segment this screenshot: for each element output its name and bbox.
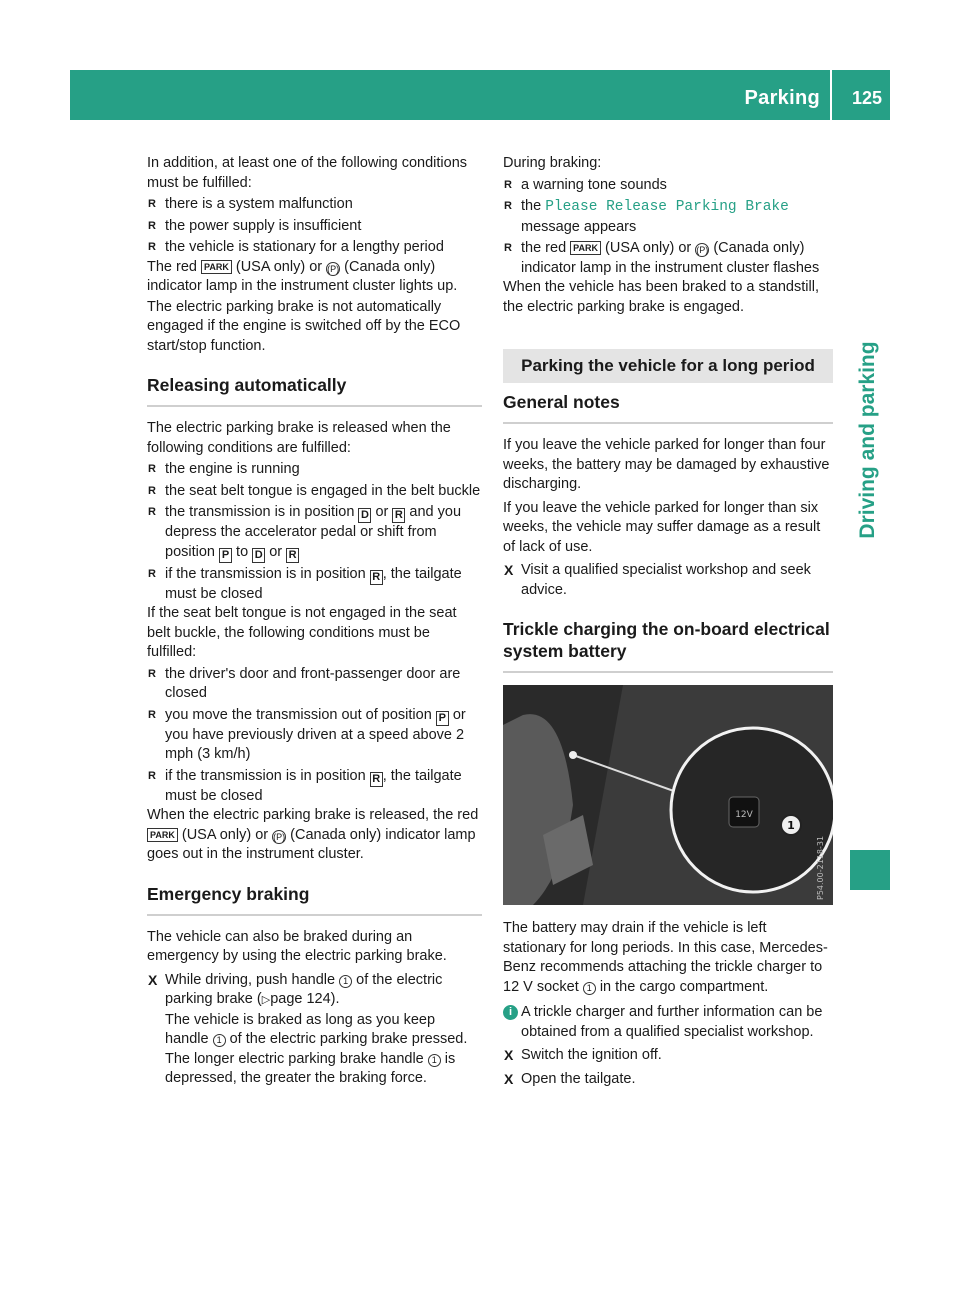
section-band-long-period: Parking the vehicle for a long period — [503, 349, 833, 383]
list-item: R the red PARK (USA only) or (P) (Canada only) indicator lamp in the instrument cluster flashes — [503, 239, 833, 278]
paragraph: If the seat belt tongue is not engaged in the seat belt buckle, the following conditions must be fulfilled: — [147, 605, 457, 660]
paragraph: During braking: — [503, 155, 602, 171]
instruction-step: X Visit a qualified specialist workshop and seek advice. — [503, 561, 833, 600]
gear-r-icon: R — [392, 508, 405, 523]
list-item: R if the transmission is in position R , the tailgate must be closed — [147, 565, 482, 605]
section-title: Parking — [744, 87, 820, 109]
gear-r-icon: R — [370, 772, 383, 787]
page-ref-arrow-icon: ▷ — [261, 994, 271, 1006]
heading-releasing-automatically: Releasing automatically — [147, 374, 482, 407]
parking-brake-canada-icon: (P) — [327, 263, 340, 274]
list-item: R the seat belt tongue is engaged in the belt buckle — [147, 482, 482, 502]
gear-d-icon: D — [358, 508, 371, 523]
paragraph: The red PARK (USA only) or (P) (Canada only) indicator lamp in the instrument cluster lights up. — [147, 258, 458, 294]
heading-general-notes: General notes — [503, 391, 833, 424]
header-band — [70, 70, 890, 120]
park-icon: PARK — [201, 260, 232, 274]
callout-1-icon: 1 — [428, 1054, 441, 1067]
header-divider — [830, 70, 832, 120]
paragraph: The electric parking brake is not automatically engaged if the engine is switched off by the ECO start/stop function. — [147, 298, 461, 354]
gear-p-icon: P — [219, 548, 232, 563]
parking-brake-canada-icon: (P) — [696, 245, 709, 255]
callout-1-icon: 1 — [213, 1034, 226, 1047]
paragraph: When the vehicle has been braked to a standstill, the electric parking brake is engaged. — [503, 279, 819, 315]
list-item: R the engine is running — [147, 460, 482, 480]
list-item: R you move the transmission out of position P or you have previously driven at a speed above 2 mph (3 km/h) — [147, 706, 482, 765]
gear-r-icon: R — [286, 548, 299, 563]
list-item: R the power supply is insufficient — [147, 217, 482, 237]
page-number: 125 — [851, 88, 882, 108]
paragraph: If you leave the vehicle parked for longer than six weeks, the vehicle may suffer damage as a result of lack of use. — [503, 499, 821, 555]
paragraph: The vehicle can also be braked during an emergency by using the electric parking brake. — [147, 928, 447, 964]
list-item: R if the transmission is in position R , the tailgate must be closed — [147, 767, 482, 807]
cargo-socket-photo — [503, 685, 833, 905]
info-note: i A trickle charger and further information can be obtained from a qualified specialist workshop. — [503, 1003, 833, 1042]
photo-code: P54.00-2118-31 — [816, 835, 825, 900]
park-icon: PARK — [147, 828, 178, 842]
display-message: Please Release Parking Brake — [545, 199, 789, 215]
svg-text:1: 1 — [787, 819, 795, 832]
right-column — [503, 154, 833, 1089]
paragraph: If you leave the vehicle parked for longer than four weeks, the battery may be damaged by exhaustive discharging. — [503, 437, 830, 492]
left-column — [147, 154, 482, 1089]
callout-1-icon: 1 — [339, 975, 352, 988]
gear-p-icon: P — [436, 711, 449, 726]
svg-text:12V: 12V — [735, 810, 753, 820]
callout-1-icon: 1 — [583, 982, 596, 995]
gear-r-icon: R — [370, 570, 383, 585]
instruction-step: X While driving, push handle 1 of the electric parking brake (▷page 124). The vehicle is braked as long as you keep handle 1 of the electric parking brake pressed. The longer electric parking brake handle 1 is depressed, the greater the braking force. — [147, 971, 482, 1089]
instruction-step: X Open the tailgate. — [503, 1070, 833, 1090]
park-icon: PARK — [570, 241, 601, 255]
paragraph: When the electric parking brake is released, the red PARK (USA only) or (P) (Canada only) indicator lamp goes out in the instrument cluster. — [147, 807, 479, 862]
side-tab-label: Driving and parking — [856, 341, 879, 539]
gear-d-icon: D — [252, 548, 265, 563]
heading-emergency-braking: Emergency braking — [147, 883, 482, 916]
list-item: R the transmission is in position D or R and you depress the accelerator pedal or shift from position P to D or R — [147, 503, 482, 563]
list-item: R there is a system malfunction — [147, 195, 482, 215]
page-ref-link[interactable]: page 124). — [270, 991, 340, 1007]
instruction-step: X Switch the ignition off. — [503, 1046, 833, 1066]
info-icon: i — [503, 1005, 518, 1020]
side-tab-block — [850, 850, 890, 890]
list-item: R a warning tone sounds — [503, 176, 833, 196]
paragraph: In addition, at least one of the following conditions must be fulfilled: — [147, 155, 468, 191]
list-item: R the vehicle is stationary for a lengthy period — [147, 238, 482, 258]
list-item: R the driver's door and front-passenger door are closed — [147, 665, 482, 704]
list-item: R the Please Release Parking Brake message appears — [503, 197, 833, 237]
paragraph: The battery may drain if the vehicle is left stationary for long periods. In this case, Mercedes-Benz recommends attaching the trickle charger to 12 V socket 1 in the cargo compartment. — [503, 920, 828, 995]
parking-brake-canada-icon: (P) — [273, 831, 286, 842]
cargo-socket-illustration — [503, 685, 833, 905]
paragraph: The electric parking brake is released when the following conditions are fulfilled: — [147, 420, 451, 456]
heading-trickle-charging: Trickle charging the on-board electrical system battery — [503, 618, 833, 673]
